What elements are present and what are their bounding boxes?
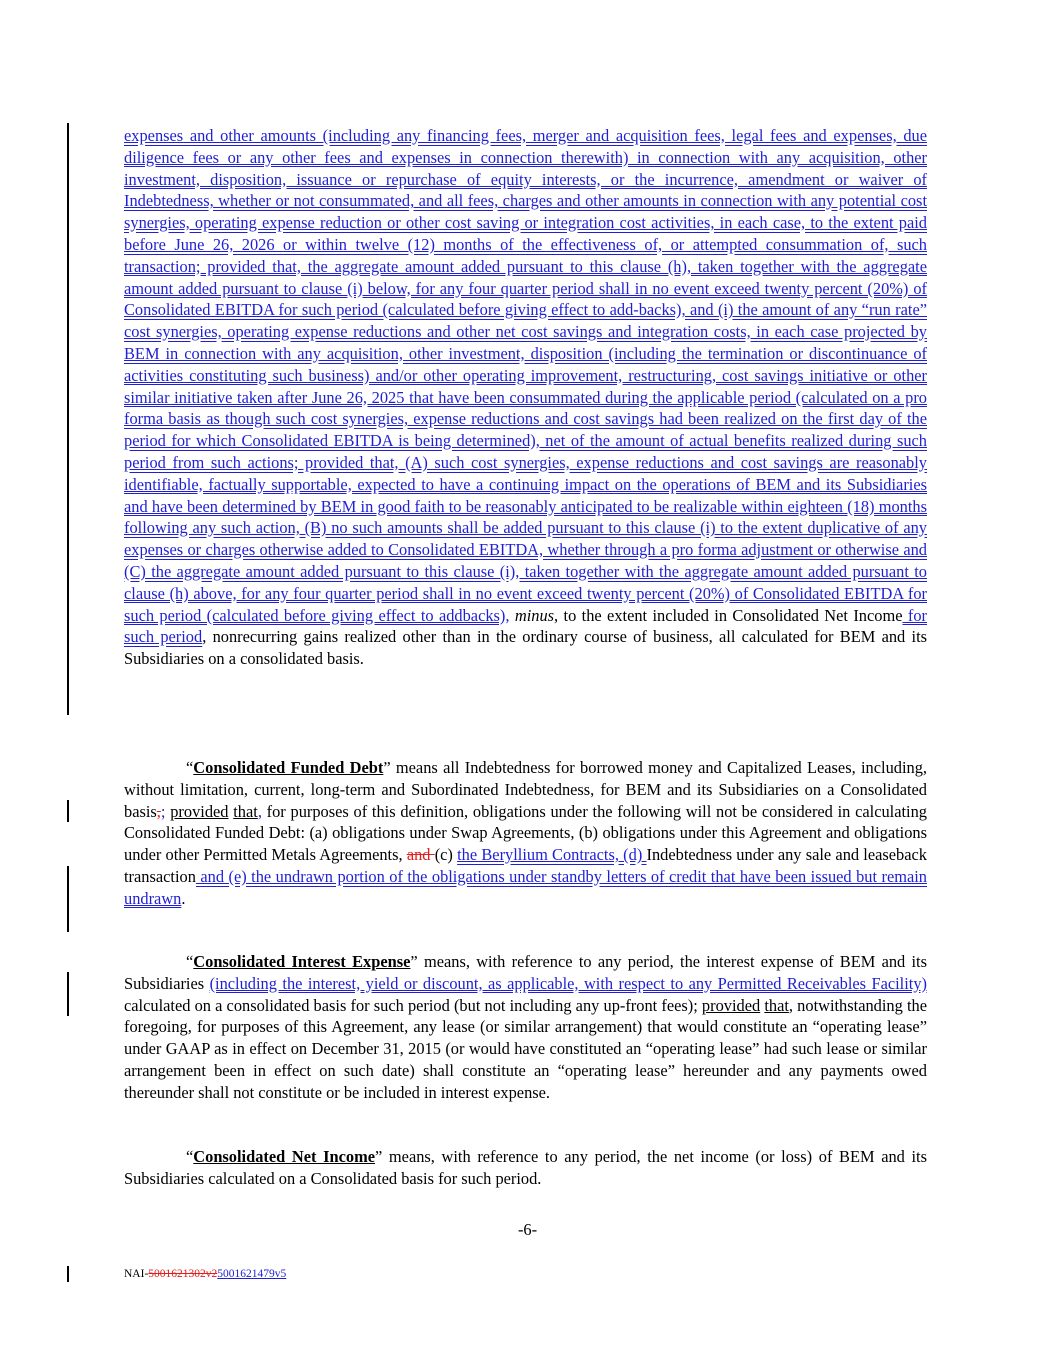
body-text: , to the extent included in Consolidated Net Income: [554, 605, 903, 625]
change-bar: [67, 800, 69, 822]
body-text: for purposes of this definition, obligations under the following will not be considered in calculating Consolidated Funded Debt: (a) obligations under Swap Agreements, (b) obligations under this Agreement and obligations under other Permitted Metals Agreements,: [124, 801, 928, 865]
inserted-text: expenses and other amounts (including any financing fees, merger and acquisition fees, legal fees and expenses, due diligence fees or any other fees and expenses in connection therewith) in connection with any acquisition, other investment, disposition, issuance or repurchase of equity interests, or the incurrence, amendment or waiver of Indebtedness, whether or not consummated, and all fees, charges and other amounts in connection with any potential cost synergies, operating expense reduction or other cost saving or integration cost activities, in each case, to the extent paid before June 26, 2026 or within twelve (12) months of the effectiveness of, or attempted consummation of, such transaction; provided that, the aggregate amount added pursuant to this clause (h), taken together with the aggregate amount added pursuant to clause (i) below, for any four quarter period shall in no event exceed twenty percent (20%) of Consolidated EBITDA for such period (calculated before giving effect to add-backs), and (i) the amount of any “run rate” cost synergies, operating expense reductions and other net cost savings and integration costs, in each case projected by BEM in connection with any acquisition, other investment, disposition (including the termination or discontinuance of activities constituting such business) and/or other operating improvement, restructuring, cost savings initiative or other similar initiative taken after June 26, 2025 that have been consummated during the applicable period (calculated on a pro forma basis as though such cost synergies, expense reductions and cost savings had been realized on the first day of the period for which Consolidated EBITDA is being determined), net of the amount of actual benefits realized during such period from such actions; provided that, (A) such cost synergies, expense reductions and cost savings are reasonably identifiable, factually supportable, expected to have a continuing impact on the operations of BEM and its Subsidiaries and have been determined by BEM in good faith to be reasonably anticipated to be realizable within eighteen (18) months following any such action, (B) no such amounts shall be added pursuant to this clause (i) to the extent duplicative of any expenses or charges otherwise added to Consolidated EBITDA, whether through a pro forma adjustment or otherwise and (C) the aggregate amount added pursuant to this clause (i), taken together with the aggregate amount added pursuant to clause (h) above, for any four quarter period shall in no event exceed twenty percent (20%) of Consolidated EBITDA for such period (calculated before giving effect to addbacks),: [124, 126, 927, 625]
change-bar: [67, 123, 69, 715]
provided-term: provided: [701, 995, 761, 1015]
body-text: ” means, with reference to any period, the interest expense of BEM and its Subsidiaries: [124, 952, 927, 993]
inserted-text: (including the interest, yield or discount, as applicable, with respect to any Permitted Receivables Facility): [209, 973, 928, 993]
inserted-text: for such period: [124, 605, 927, 647]
page-number: -6-: [517, 1220, 538, 1239]
that-term: that: [764, 995, 789, 1015]
minus-term: minus: [514, 605, 555, 625]
document-id-footer: [124, 1268, 286, 1280]
body-text: , nonrecurring gains realized other than in the ordinary course of business, all calculated for BEM and its Subsidiaries on a consolidated basis.: [124, 627, 928, 669]
footer-prefix: NAI-: [124, 1268, 149, 1280]
quote-mark: “: [186, 1147, 194, 1166]
change-bar: [67, 866, 69, 932]
body-text: Indebtedness under any sale and leaseback transaction: [124, 845, 928, 886]
deleted-text: ,: [156, 801, 161, 821]
deleted-doc-id: 5001621302v2: [148, 1268, 218, 1280]
paragraph-ebitda-continuation: [124, 125, 927, 670]
inserted-text: ;: [160, 801, 166, 821]
change-bar: [67, 972, 69, 1016]
deleted-text: and: [406, 845, 435, 865]
body-text: (c): [434, 845, 458, 865]
body-text: calculated on a consolidated basis for such period (but not including any up-front fees);: [124, 995, 702, 1015]
change-bar: [67, 1266, 69, 1282]
defined-term: Consolidated Net Income: [193, 1147, 376, 1166]
provided-term: provided: [170, 801, 229, 821]
inserted-text: and (e) the undrawn portion of the obligations under standby letters of credit that have been issued but remain undrawn: [124, 866, 927, 908]
body-text: .: [181, 888, 186, 908]
defined-term: Consolidated Funded Debt: [193, 758, 384, 777]
inserted-text: the Beryllium Contracts, (d): [457, 845, 647, 865]
quote-mark: “: [186, 758, 194, 777]
definition-consolidated-funded-debt: [124, 757, 927, 910]
defined-term: Consolidated Interest Expense: [193, 952, 411, 971]
body-text: , notwithstanding the foregoing, for purposes of this Agreement, any lease (or similar arrangement) that would constitute an “operating lease” under GAAP as in effect on December 31, 2015 (or would have constituted an “operating lease” had such lease or similar arrangement been in effect on such date) shall constitute an “operating lease” hereunder and any payments owed thereunder shall not constitute or be included in interest expense.: [124, 995, 927, 1102]
inserted-doc-id: 5001621479v5: [217, 1268, 287, 1280]
definition-consolidated-interest-expense: [124, 951, 927, 1104]
body-text: ” means all Indebtedness for borrowed money and Capitalized Leases, including, without limitation, current, long-term and Subordinated Indebtedness, for BEM and its Subsidiaries on a Consolidated basis: [124, 758, 928, 821]
that-term: that: [233, 801, 258, 821]
body-text: ” means, with reference to any period, the net income (or loss) of BEM and its Subsidiaries calculated on a Consolidated basis for such period.: [124, 1147, 927, 1188]
definition-consolidated-net-income: [124, 1146, 927, 1190]
quote-mark: “: [186, 952, 194, 971]
inserted-text: ,: [257, 801, 262, 821]
